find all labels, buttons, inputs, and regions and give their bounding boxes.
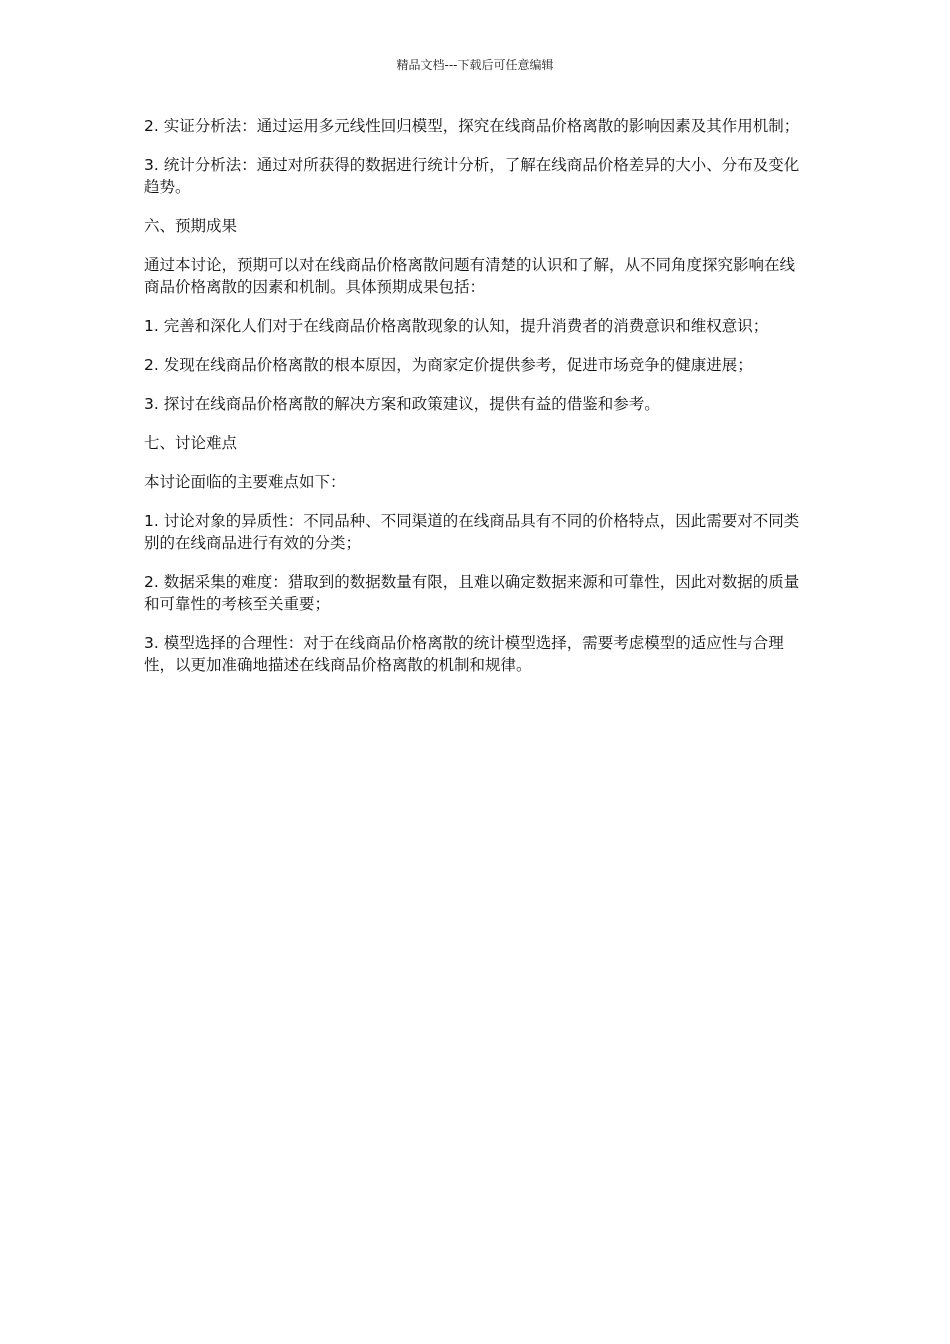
paragraph-expected-2: 2. 发现在线商品价格离散的根本原因，为商家定价提供参考，促进市场竞争的健康进展； — [144, 356, 753, 374]
paragraph-expected-3: 3. 探讨在线商品价格离散的解决方案和政策建议，提供有益的借鉴和参考。 — [144, 395, 660, 413]
paragraph-expected-intro: 通过本讨论，预期可以对在线商品价格离散问题有清楚的认识和了解，从不同角度探究影响在线商品价格离散的因素和机制。具体预期成果包括： — [144, 256, 796, 296]
paragraph-difficulty-2: 2. 数据采集的难度：猎取到的数据数量有限，且难以确定数据来源和可靠性，因此对数据的质量和可靠性的考核至关重要； — [144, 573, 800, 613]
paragraph-method-empirical: 2. 实证分析法：通过运用多元线性回归模型，探究在线商品价格离散的影响因素及其作用机制； — [144, 117, 800, 135]
section-heading-difficulties: 七、讨论难点 — [144, 434, 238, 452]
paragraph-difficulty-3: 3. 模型选择的合理性：对于在线商品价格离散的统计模型选择，需要考虑模型的适应性与合理性，以更加准确地描述在线商品价格离散的机制和规律。 — [144, 634, 784, 674]
page-header: 精品文档---下载后可任意编辑 — [396, 58, 554, 72]
paragraph-method-statistical: 3. 统计分析法：通过对所获得的数据进行统计分析，了解在线商品价格差异的大小、分布及变化趋势。 — [144, 156, 800, 196]
paragraph-expected-1: 1. 完善和深化人们对于在线商品价格离散现象的认知，提升消费者的消费意识和维权意识； — [144, 317, 769, 335]
section-heading-expected-results: 六、预期成果 — [144, 217, 238, 235]
paragraph-difficulty-1: 1. 讨论对象的异质性：不同品种、不同渠道的在线商品具有不同的价格特点，因此需要对不同类别的在线商品进行有效的分类； — [144, 512, 800, 552]
paragraph-difficulties-intro: 本讨论面临的主要难点如下： — [144, 473, 346, 491]
document-body — [144, 115, 806, 693]
